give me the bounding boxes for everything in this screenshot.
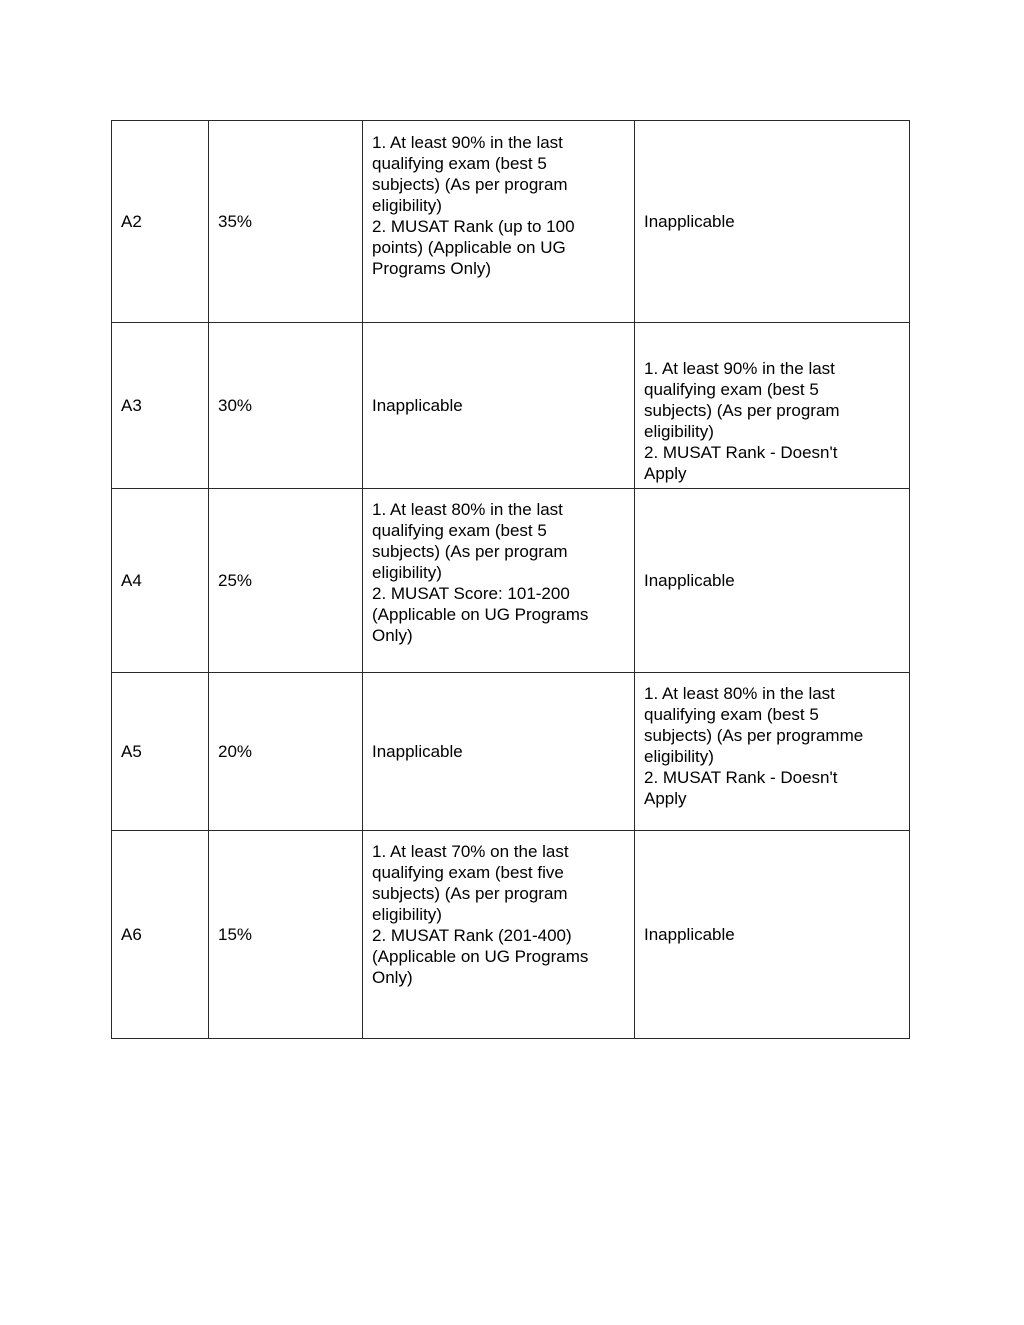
scholarship-percent-cell: 30% xyxy=(209,323,363,489)
criteria-cell: 1. At least 70% on the last qualifying exam (best five subjects) (As per program eligibility) 2. MUSAT Rank (201-400) (Applicable on UG Programs Only) xyxy=(363,831,635,1039)
scholarship-percent-cell: 35% xyxy=(209,121,363,323)
table-row xyxy=(112,831,910,1039)
scholarship-percent-cell: 25% xyxy=(209,489,363,673)
alternate-criteria-cell: Inapplicable xyxy=(635,121,910,323)
table-row xyxy=(112,121,910,323)
category-code-cell: A3 xyxy=(112,323,209,489)
criteria-cell: 1. At least 80% in the last qualifying exam (best 5 subjects) (As per program eligibility) 2. MUSAT Score: 101-200 (Applicable on UG Programs Only) xyxy=(363,489,635,673)
criteria-cell: Inapplicable xyxy=(363,323,635,489)
alternate-criteria-cell: Inapplicable xyxy=(635,489,910,673)
alternate-criteria-cell: Inapplicable xyxy=(635,831,910,1039)
table-row xyxy=(112,673,910,831)
category-code-cell: A4 xyxy=(112,489,209,673)
category-code-cell: A5 xyxy=(112,673,209,831)
scholarship-percent-cell: 20% xyxy=(209,673,363,831)
scholarship-criteria-table xyxy=(111,120,910,1039)
alternate-criteria-cell: 1. At least 90% in the last qualifying exam (best 5 subjects) (As per program eligibility) 2. MUSAT Rank - Doesn't Apply xyxy=(635,323,910,489)
criteria-cell: Inapplicable xyxy=(363,673,635,831)
table-row xyxy=(112,323,910,489)
table-row xyxy=(112,489,910,673)
scholarship-percent-cell: 15% xyxy=(209,831,363,1039)
category-code-cell: A6 xyxy=(112,831,209,1039)
alternate-criteria-cell: 1. At least 80% in the last qualifying exam (best 5 subjects) (As per programme eligibility) 2. MUSAT Rank - Doesn't Apply xyxy=(635,673,910,831)
category-code-cell: A2 xyxy=(112,121,209,323)
criteria-cell: 1. At least 90% in the last qualifying exam (best 5 subjects) (As per program eligibility) 2. MUSAT Rank (up to 100 points) (Applicable on UG Programs Only) xyxy=(363,121,635,323)
